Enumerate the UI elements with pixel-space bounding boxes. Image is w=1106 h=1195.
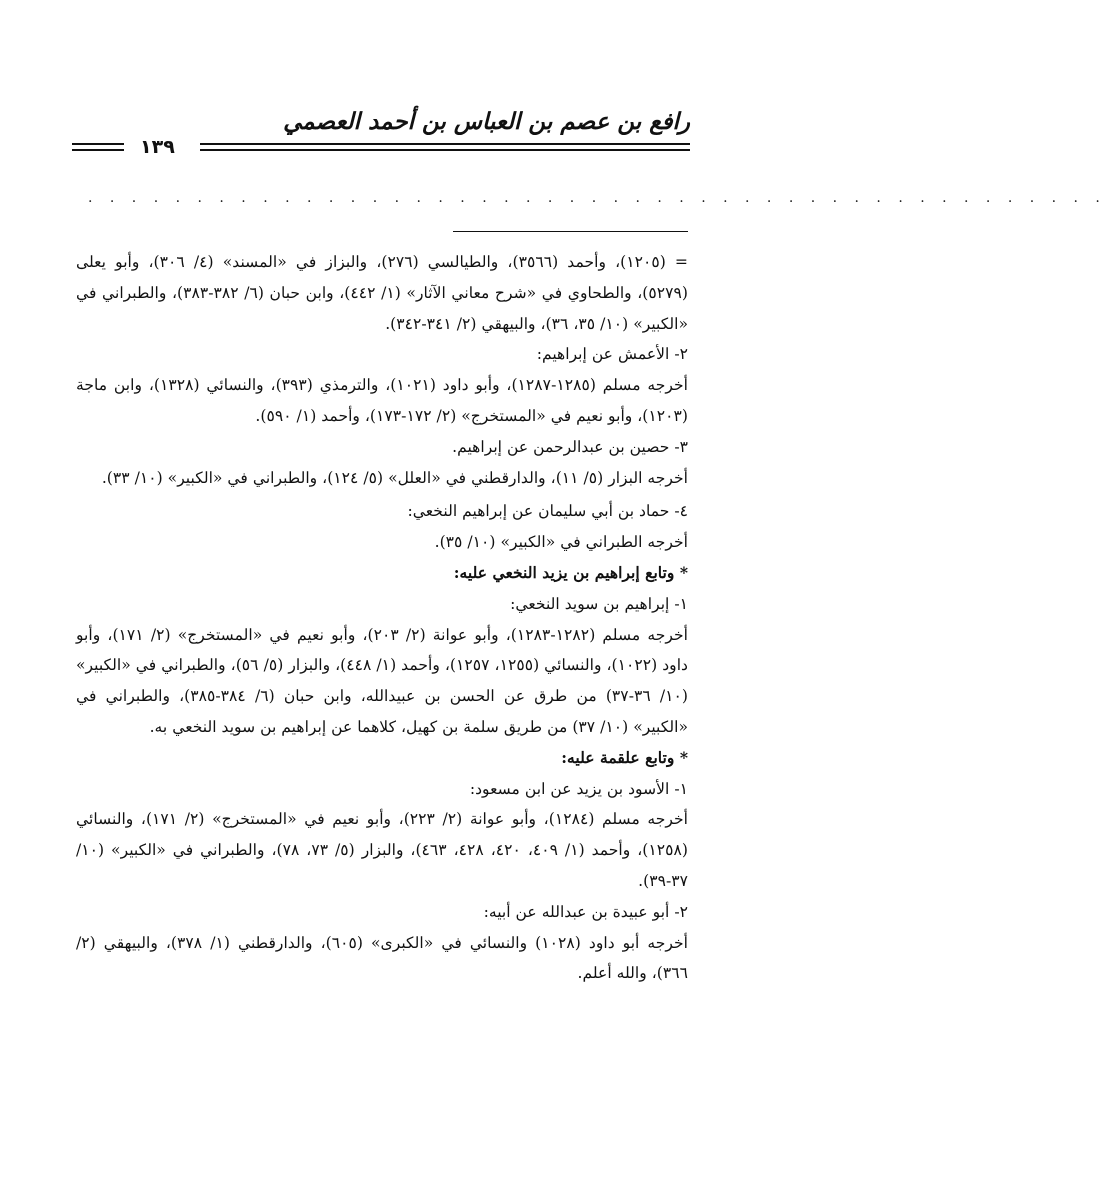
section-heading: * وتابع إبراهيم بن يزيد النخعي عليه: [453,562,688,582]
footnote-text [76,247,688,989]
paragraph: أخرجه البزار (٥/ ١١)، والدارقطني في «العلل» (٥/ ١٢٤)، والطبراني في «الكبير» (١٠/ ٣٣). [101,468,688,487]
header-rule-right-bottom [200,149,690,151]
header-rule-left-bottom [72,149,124,151]
paragraph: أخرجه مسلم (١٢٨٤)، وأبو عوانة (٢/ ٢٢٣)، وأبو نعيم في «المستخرج» (٢/ ١٧١)، والنسائي (١٢٥٨)، وأحمد (١/ ٤٠٩، ٤٢٠، ٤٢٨، ٤٦٣)، والبزار (٥/ ٧٣، ٧٨)، والطبراني في «الكبير» (١٠/ ٣٧-٣٩). [76,810,688,890]
paragraph: ٢- أبو عبيدة بن عبدالله عن أبيه: [483,902,688,921]
running-title: رافع بن عصم بن العباس بن أحمد العصمي [283,108,690,135]
paragraph: ٣- حصين بن عبدالرحمن عن إبراهيم. [452,437,688,456]
section-heading: * وتابع علقمة عليه: [561,747,688,767]
header-rule-left-top [72,143,124,145]
paragraph: أخرجه مسلم (١٢٨٥-١٢٨٧)، وأبو داود (١٠٢١)، والترمذي (٣٩٣)، والنسائي (١٣٢٨)، وابن ماجة (١٢٠٣)، وأبو نعيم في «المستخرج» (٢/ ١٧٢-١٧٣)، وأحمد (١/ ٥٩٠). [76,376,688,425]
paragraph: أخرجه مسلم (١٢٨٢-١٢٨٣)، وأبو عوانة (٢/ ٢٠٣)، وأبو نعيم في «المستخرج» (٢/ ١٧١)، وأبو داود (١٠٢٢)، والنسائي (١٢٥٥، ١٢٥٧)، وأحمد (١/ ٤٤٨)، والبزار (٥/ ٥٦)، والطبراني في «الكبير» (١٠/ ٣٦-٣٧) من طرق عن الحسن بن عبيدالله، وابن حبان (٦/ ٣٨٤-٣٨٥)، والطبراني في «الكبير» (١٠/ ٣٧) من طريق سلمة بن كهيل، كلاهما عن إبراهيم بن سويد النخعي به. [76,625,688,736]
footnote-rule [453,231,688,232]
dotted-separator: . . . . . . . . . . . . . . . . . . . . . . . . . . . . . . . . . . . . . . . . . . . . . . . [88,190,1106,206]
page-number: ١٣٩ [140,136,175,158]
paragraph: أخرجه الطبراني في «الكبير» (١٠/ ٣٥). [434,533,688,552]
paragraph: ١- الأسود بن يزيد عن ابن مسعود: [469,779,688,798]
paragraph: ٢- الأعمش عن إبراهيم: [536,345,688,364]
paragraph: = (١٢٠٥)، وأحمد (٣٥٦٦)، والطيالسي (٢٧٦)، والبزاز في «المسند» (٤/ ٣٠٦)، وأبو يعلى (٥٢٧٩)، والطحاوي في «شرح معاني الآثار» (١/ ٤٤٢)، وابن حبان (٦/ ٣٨٢-٣٨٣)، والطبراني في «الكبير» (١٠/ ٣٥، ٣٦)، والبيهقي (٢/ ٣٤١-٣٤٢). [76,253,689,333]
header-rule-right-top [200,143,690,145]
paragraph: ٤- حماد بن أبي سليمان عن إبراهيم النخعي: [407,502,688,521]
paragraph: ١- إبراهيم بن سويد النخعي: [510,594,688,613]
paragraph: أخرجه أبو داود (١٠٢٨) والنسائي في «الكبرى» (٦٠٥)، والدارقطني (١/ ٣٧٨)، والبيهقي (٢/ ٣٦٦)، والله أعلم. [76,933,689,983]
